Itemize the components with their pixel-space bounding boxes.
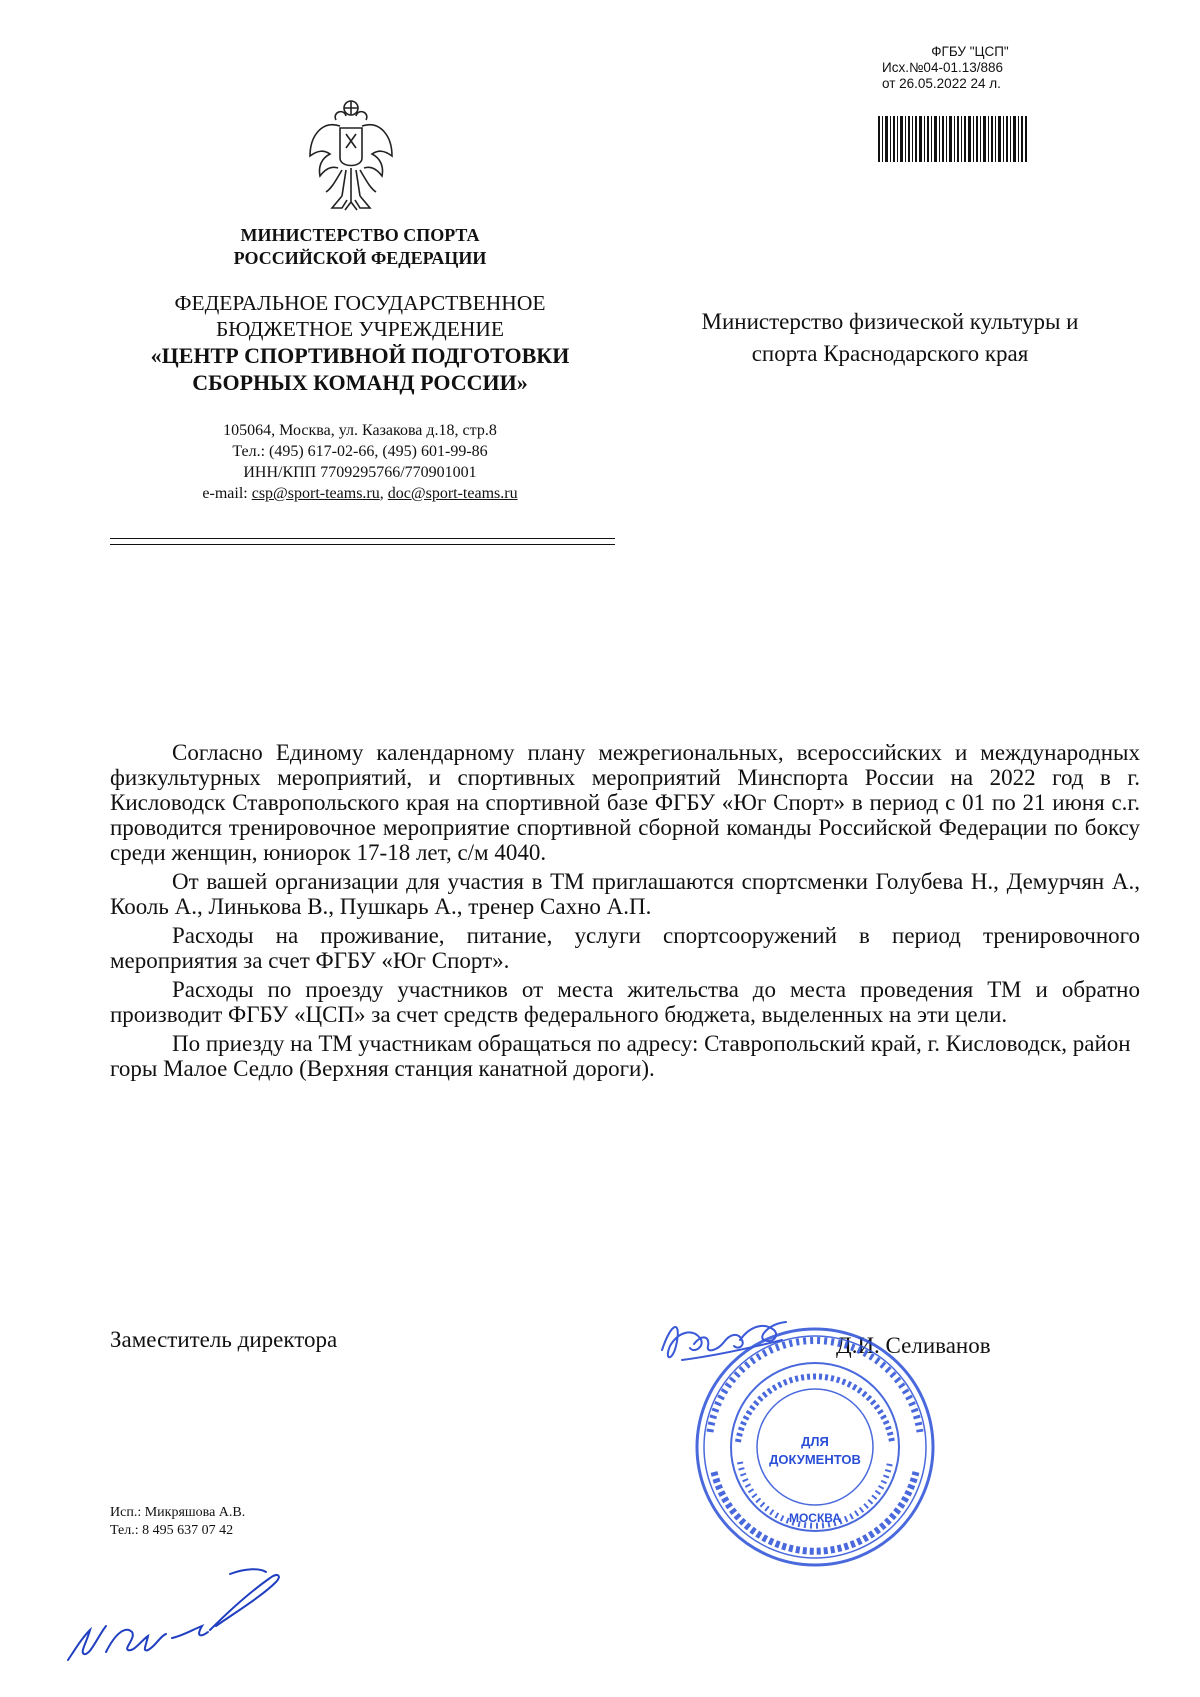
registration-stamp: [880, 44, 1040, 92]
ministry-line-1: МИНИСТЕРСТВО СПОРТА: [240, 225, 480, 245]
body-paragraph: По приезду на ТМ участникам обращаться по адресу: Ставропольский край, г. Кисловодск, район горы Малое Седло (Верхняя станция канатной дороги).: [110, 1031, 1131, 1081]
handwritten-initials-icon: [60, 1560, 300, 1672]
phone-numbers: Тел.: (495) 617-02-66, (495) 601-99-86: [232, 443, 488, 460]
registration-org: ФГБУ "ЦСП": [931, 44, 1009, 59]
signatory-name: Д.И. Селиванов: [836, 1333, 991, 1358]
handwritten-signature-icon: [652, 1300, 852, 1390]
addressee: [650, 306, 1130, 370]
barcode-icon: [878, 116, 1028, 162]
letterhead-rule: [110, 544, 615, 545]
body-paragraph: Согласно Единому календарному плану межрегиональных, всероссийских и международных физкультурных мероприятий, и спортивных мероприятий Минспорта России на 2022 год в г. Кисловодск Ставропольского края на спортивной базе ФГБУ «Юг Спорт» в период с 01 по 21 июня с.г. проводится тренировочное мероприятие спортивной сборной команды Российской Федерации по боксу среди женщин, юниорок 17-18 лет, с/м 4040.: [110, 740, 1140, 865]
executor-phone: Тел.: 8 495 637 07 42: [110, 1523, 234, 1538]
postal-address: 105064, Москва, ул. Казакова д.18, стр.8: [223, 422, 497, 439]
addressee-line-1: Министерство физической культуры и: [701, 309, 1079, 334]
letter-body: [110, 740, 1140, 1085]
seal-center-bottom: ДОКУМЕНТОВ: [769, 1452, 861, 1467]
seal-city: МОСКВА: [788, 1511, 842, 1525]
institution-name: [100, 342, 620, 396]
executor-name: Исп.: Микряшова А.В.: [110, 1505, 246, 1520]
seal-center-top: ДЛЯ: [801, 1434, 829, 1449]
registration-date: от 26.05.2022 24 л.: [882, 76, 1001, 91]
email-separator: ,: [379, 485, 388, 502]
email-line: [100, 483, 620, 504]
email-label: e-mail:: [202, 485, 252, 502]
institution-name-line-2: СБОРНЫХ КОМАНД РОССИИ»: [192, 370, 528, 395]
institution-type-line-1: ФЕДЕРАЛЬНОЕ ГОСУДАРСТВЕННОЕ: [174, 291, 546, 315]
ministry-line-2: РОССИЙСКОЙ ФЕДЕРАЦИИ: [233, 248, 487, 268]
ministry-name: [100, 224, 620, 270]
email-link-csp[interactable]: csp@sport-teams.ru: [251, 485, 380, 502]
tax-ids: ИНН/КПП 7709295766/770901001: [243, 464, 477, 481]
executor-info: [110, 1504, 245, 1540]
addressee-line-2: спорта Краснодарского края: [751, 341, 1029, 366]
institution-type: [100, 290, 620, 342]
signatory-title: Заместитель директора: [110, 1327, 338, 1352]
institution-name-line-1: «ЦЕНТР СПОРТИВНОЙ ПОДГОТОВКИ: [150, 343, 570, 368]
body-paragraph: Расходы по проезду участников от места жительства до места проведения ТМ и обратно производит ФГБУ «ЦСП» за счет средств федерального бюджета, выделенных на эти цели.: [110, 977, 1140, 1027]
letterhead-contacts: [100, 420, 620, 504]
body-paragraph: От вашей организации для участия в ТМ приглашаются спортсменки Голубева Н., Демурчян А., Кооль А., Линькова В., Пушкарь А., тренер Сахно А.П.: [110, 869, 1140, 919]
letterhead-rule: [110, 538, 615, 539]
body-paragraph: Расходы на проживание, питание, услуги спортсооружений в период тренировочного мероприятия за счет ФГБУ «Юг Спорт».: [110, 923, 1140, 973]
coat-of-arms-icon: [306, 98, 396, 216]
email-link-doc[interactable]: doc@sport-teams.ru: [387, 485, 518, 502]
institution-type-line-2: БЮДЖЕТНОЕ УЧРЕЖДЕНИЕ: [215, 317, 505, 341]
registration-number: Исх.№04-01.13/886: [882, 60, 1004, 75]
